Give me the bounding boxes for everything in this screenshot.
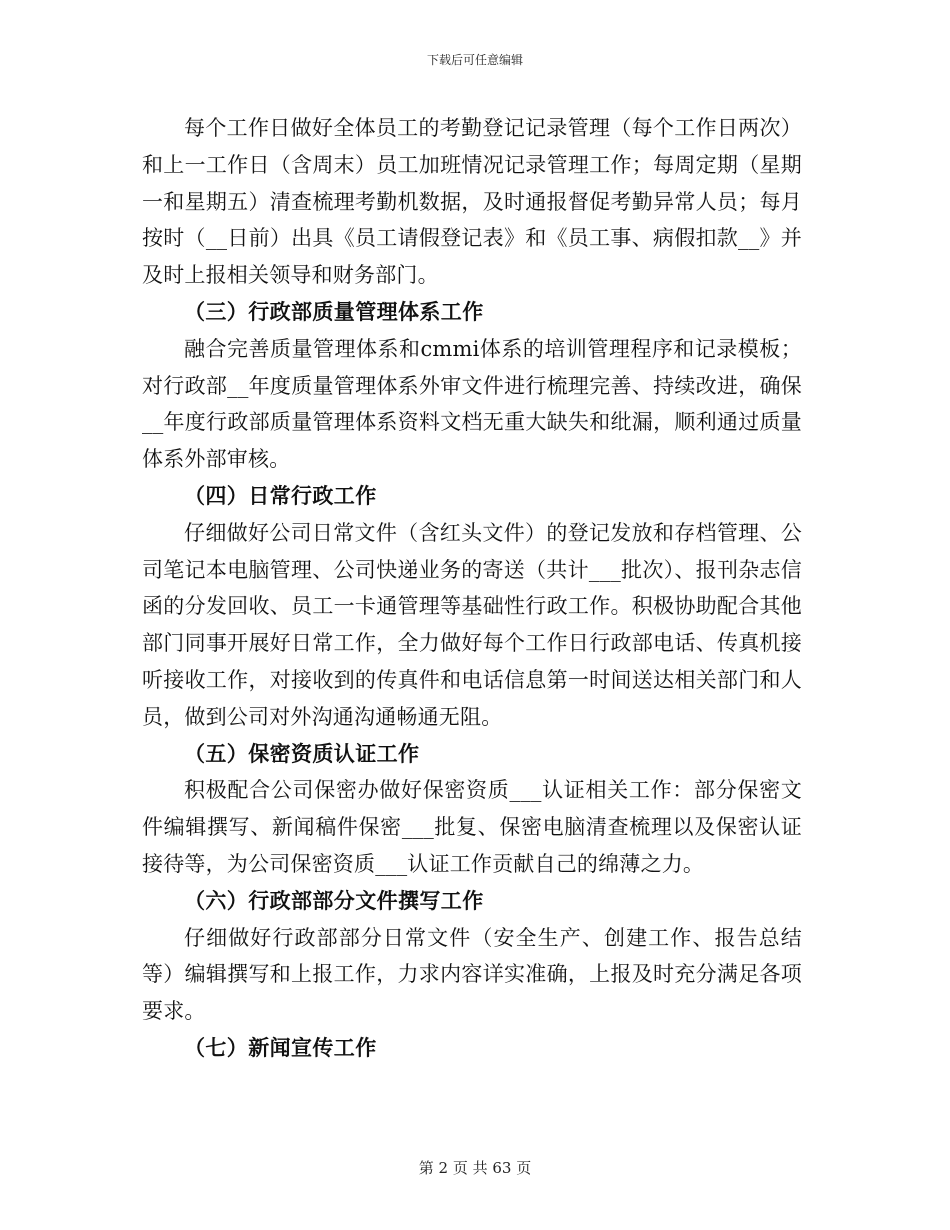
paragraph-daily-admin: 仔细做好公司日常文件（含红头文件）的登记发放和存档管理、公司笔记本电脑管理、公司快递业务的寄送（共计___批次）、报刊杂志信函的分发回收、员工一卡通管理等基础性行政工作。积极协助配合其他部门同事开展好日常工作，全力做好每个工作日行政部电话、传真机接听接收工作，对接收到的传真件和电话信息第一时间送达相关部门和人员，做到公司对外沟通沟通畅通无阻。 — [142, 520, 802, 729]
paragraph-confidentiality: 积极配合公司保密办做好保密资质___认证相关工作：部分保密文件编辑撰写、新闻稿件保密___批复、保密电脑清查梳理以及保密认证接待等，为公司保密资质___认证工作贡献自己的绵薄之力。 — [142, 778, 802, 876]
paragraph-attendance: 每个工作日做好全体员工的考勤登记记录管理（每个工作日两次）和上一工作日（含周末）员工加班情况记录管理工作；每周定期（星期一和星期五）清查梳理考勤机数据，及时通报督促考勤异常人员；每月按时（__日前）出具《员工请假登记表》和《员工事、病假扣款__》并及时上报相关领导和财务部门。 — [142, 116, 802, 288]
heading-daily-admin: （四）日常行政工作 — [184, 482, 377, 508]
heading-document-writing: （六）行政部部分文件撰写工作 — [184, 887, 484, 913]
paragraph-quality-system: 融合完善质量管理体系和cmmi体系的培训管理程序和记录模板；对行政部__年度质量管理体系外审文件进行梳理完善、持续改进，确保__年度行政部质量管理体系资料文档无重大缺失和纰漏，顺利通过质量体系外部审核。 — [142, 336, 802, 472]
page-header: 下载后可任意编辑 — [426, 53, 523, 67]
heading-quality-system: （三）行政部质量管理体系工作 — [184, 298, 484, 324]
heading-confidentiality: （五）保密资质认证工作 — [184, 740, 420, 766]
page-footer: 第 2 页 共 63 页 — [418, 1159, 532, 1177]
heading-news-publicity: （七）新闻宣传工作 — [184, 1034, 377, 1060]
paragraph-document-writing: 仔细做好行政部部分日常文件（安全生产、创建工作、报告总结等）编辑撰写和上报工作，力求内容详实准确，上报及时充分满足各项要求。 — [142, 925, 802, 1024]
document-body — [142, 110, 802, 1067]
